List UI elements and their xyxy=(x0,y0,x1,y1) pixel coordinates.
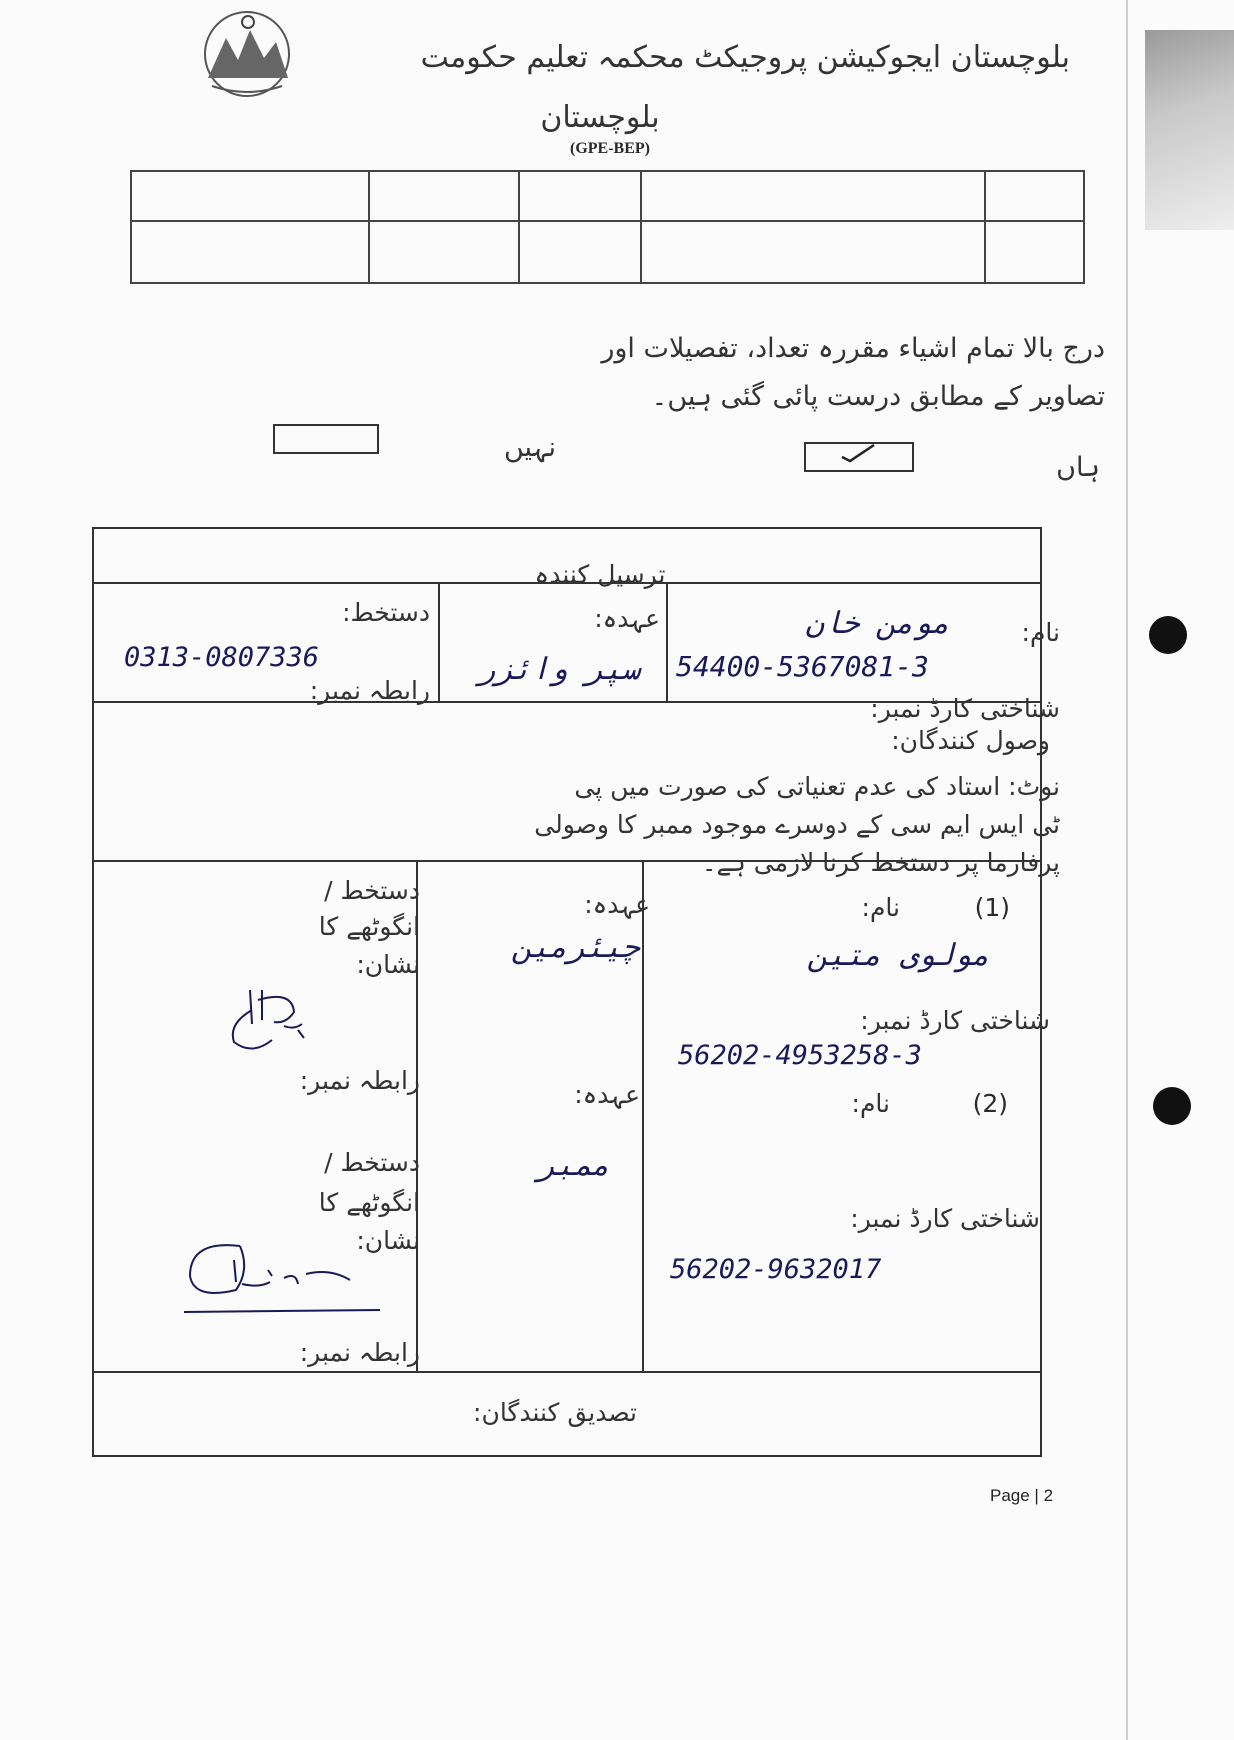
sender-signature-label: دستخط: xyxy=(342,598,430,627)
no-checkbox[interactable] xyxy=(273,424,379,454)
punch-hole xyxy=(1153,1087,1191,1125)
table-column-divider xyxy=(368,172,370,282)
receiver-2-designation-value: ممبر xyxy=(537,1148,610,1183)
receiver-1-name-value: مولوی متین xyxy=(809,938,990,973)
items-table xyxy=(130,170,1085,284)
statement-line: تصاویر کے مطابق درست پائی گئی ہیں۔ xyxy=(651,381,1105,412)
page-number: Page | 2 xyxy=(990,1486,1054,1505)
sender-contact-label: رابطہ نمبر: xyxy=(309,676,430,705)
receiver-2-name-label: نام: xyxy=(851,1089,890,1118)
form-column-divider xyxy=(666,582,668,701)
receiver-1-cnic-value: 56202-4953258-3 xyxy=(678,1040,922,1071)
table-column-divider xyxy=(640,172,642,282)
statement-line: درج بالا تمام اشیاء مقررہ تعداد، تفصیلات اور xyxy=(601,333,1105,364)
form-divider xyxy=(94,1371,1040,1373)
receiver-2-signature-label: انگوٹھے کا xyxy=(318,1188,420,1217)
header-subtitle: بلوچستان xyxy=(540,100,660,135)
checkmark-icon xyxy=(840,441,876,463)
sender-contact-value: 0313-0807336 xyxy=(124,642,320,673)
sender-designation-label: عہدہ: xyxy=(594,604,660,633)
page-edge xyxy=(1126,0,1128,1740)
sender-cnic-label: شناختی کارڈ نمبر: xyxy=(870,694,1060,723)
sender-cnic-value: 54400-5367081-3 xyxy=(676,650,929,683)
receiver-2-signature-label: نشان: xyxy=(356,1226,420,1255)
form-column-divider xyxy=(642,860,644,1371)
receiver-1-signature-mark xyxy=(222,980,322,1056)
table-row-divider xyxy=(132,220,1083,222)
verification-statement xyxy=(220,325,1105,421)
receiver-2-contact-label: رابطہ نمبر: xyxy=(299,1338,420,1367)
sender-name-value: مومن خان xyxy=(805,606,950,641)
table-column-divider xyxy=(518,172,520,282)
sender-heading: ترسیل کنندہ xyxy=(534,560,666,589)
receiver-2-signature-mark xyxy=(180,1230,390,1320)
receiver-2-designation-label: عہدہ: xyxy=(574,1080,640,1109)
receiver-1-contact-label: رابطہ نمبر: xyxy=(299,1066,420,1095)
receiver-1-name-label: نام: xyxy=(861,893,900,922)
header-title: بلوچستان ایجوکیشن پروجیکٹ محکمہ تعلیم حکومت xyxy=(420,40,1070,75)
sender-designation-value: سپر وائزر xyxy=(477,652,640,687)
receiver-1-signature-label: دستخط / xyxy=(324,876,420,905)
yes-label: ہاں xyxy=(1056,452,1100,483)
verifiers-heading: تصدیق کنندگان: xyxy=(473,1398,637,1427)
receiver-2-index: (2) xyxy=(972,1089,1008,1118)
punch-hole xyxy=(1149,616,1187,654)
receiver-2-signature-label: دستخط / xyxy=(324,1148,420,1177)
receiver-2-cnic-value: 56202-9632017 xyxy=(670,1254,882,1285)
receivers-note-line: نوٹ: استاد کی عدم تعنیاتی کی صورت میں پی xyxy=(574,772,1060,801)
table-column-divider xyxy=(984,172,986,282)
receiver-1-index: (1) xyxy=(974,893,1010,922)
receiver-1-cnic-label: شناختی کارڈ نمبر: xyxy=(860,1006,1050,1035)
receiver-1-designation-label: عہدہ: xyxy=(584,890,650,919)
program-code: (GPE-BEP) xyxy=(570,140,650,157)
sender-name-label: نام: xyxy=(1021,618,1060,647)
receiver-1-signature-label: انگوٹھے کا xyxy=(318,912,420,941)
receivers-note-line: ٹی ایس ایم سی کے دوسرے موجود ممبر کا وصولی xyxy=(534,810,1060,839)
receiver-1-signature-label: نشان: xyxy=(356,950,420,979)
receiver-1-designation-value: چیئرمین xyxy=(513,930,640,965)
receivers-heading: وصول کنندگان: xyxy=(891,726,1050,755)
receivers-note-line: پرفارما پر دستخط کرنا لازمی ہے۔ xyxy=(701,848,1060,877)
no-label: نہیں xyxy=(503,432,557,463)
receiver-2-cnic-label: شناختی کارڈ نمبر: xyxy=(850,1204,1040,1233)
folded-corner xyxy=(1145,30,1234,230)
